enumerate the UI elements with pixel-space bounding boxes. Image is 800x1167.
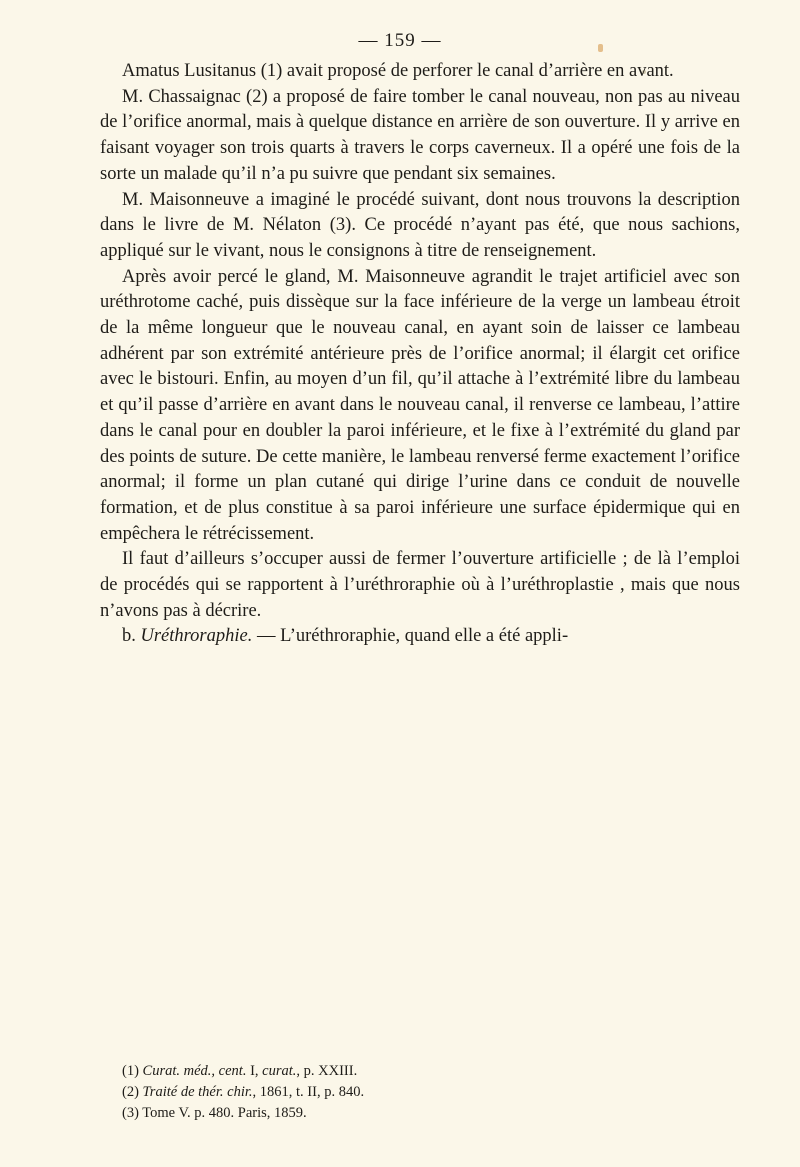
section-title: Uréthroraphie.: [140, 626, 253, 647]
paragraph-chassaignac: M. Chassaignac (2) a proposé de faire tomber le canal nouveau, non pas au niveau de l’orifice anormal, mais à quelque distance en arrière de son ouverture. Il y arrive en faisant voyager son trois quarts à travers le corps caverneux. Il a opéré une fois de la sorte un malade qu’il n’a pu suivre que pendant six semaines.: [100, 86, 740, 184]
section-letter: b.: [122, 626, 141, 647]
paragraph-procedure: Après avoir percé le gland, M. Maisonneuve agrandit le trajet artificiel avec son uréthrotome caché, puis dissèque sur la face inférieure de la verge un lambeau étroit de la même longueur que le nouveau canal, en ayant soin de laisser ce lambeau adhérent par son extrémité antérieure près de l’orifice anormal; il élargit cet orifice avec le bistouri. Enfin, au moyen d’un fil, qu’il attache à l’extrémité libre du lambeau et qu’il passe d’arrière en avant dans le nouveau canal, il renverse ce lambeau, l’attire dans le canal pour en doubler la paroi inférieure, et le fixe à l’extrémité du gland par des points de suture. De cette manière, le lambeau renversé ferme exactement l’orifice anormal; il forme un plan cutané qui dirige l’urine dans ce conduit de nouvelle formation, et de plus constitue à sa paroi inférieure une surface épidermique qui en empêchera le rétrécissement.: [100, 266, 740, 544]
footnote-marker: (2): [122, 1084, 143, 1100]
footnotes: [100, 1061, 720, 1124]
footnote-title: Traité de thér. chir.: [142, 1084, 253, 1100]
footnote-marker: (3): [122, 1105, 143, 1121]
paragraph-artificial-opening: Il faut d’ailleurs s’occuper aussi de fermer l’ouverture artificielle ; de là l’emploi de procédés qui se rapportent à l’uréthroraphie où à l’uréthroplastie , mais que nous n’avons pas à décrire.: [100, 549, 740, 621]
main-text: [100, 59, 740, 650]
section-text: — L’uréthroraphie, quand elle a été appli-: [252, 626, 569, 647]
page-number: — 159 —: [358, 30, 442, 51]
paragraph-urethroraphie: [100, 624, 740, 650]
footnote-marker: (1): [122, 1063, 143, 1079]
footnote-detail: I,: [246, 1063, 263, 1079]
paragraph-maisonneuve: M. Maisonneuve a imaginé le procédé suivant, dont nous trouvons la description dans le livre de M. Nélaton (3). Ce procédé n’ayant pas été, que nous sachions, appliqué sur le vivant, nous le consignons à titre de renseignement.: [100, 189, 740, 261]
footnote-detail: Tome V. p. 480. Paris, 1859.: [142, 1105, 307, 1121]
footnote-3: [100, 1103, 720, 1124]
footnote-detail: , 1861, t. II, p. 840.: [252, 1084, 365, 1100]
footnote-title: Curat. méd., cent.: [142, 1063, 247, 1079]
footnote-1: [100, 1061, 720, 1082]
footnote-title-2: curat.: [262, 1063, 297, 1079]
footnote-reference: , p. XXIII.: [296, 1063, 358, 1079]
paragraph-amatus: Amatus Lusitanus (1) avait proposé de perforer le canal d’arrière en avant.: [122, 61, 674, 81]
footnote-2: [100, 1082, 720, 1103]
